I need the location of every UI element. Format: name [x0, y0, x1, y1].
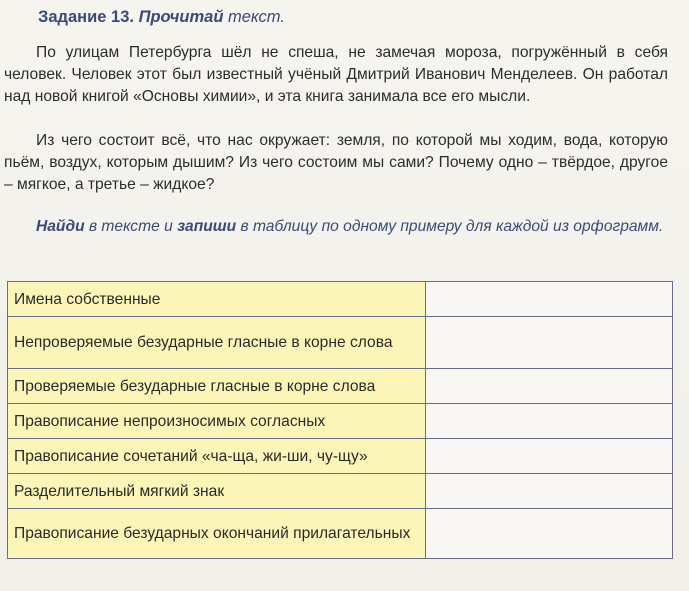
- table-row: [8, 282, 673, 317]
- row-label: Проверяемые безударные гласные в корне слова: [8, 369, 426, 404]
- answer-cell[interactable]: [426, 509, 673, 559]
- answer-cell[interactable]: [426, 474, 673, 509]
- row-label: Правописание безударных окончаний прилагательных: [8, 509, 426, 559]
- row-label: Непроверяемые безударные гласные в корне слова: [8, 317, 426, 369]
- instruction-verb-write: запиши: [177, 218, 237, 235]
- row-label: Правописание непроизносимых согласных: [8, 404, 426, 439]
- task-instruction: [4, 216, 668, 238]
- row-label: Имена собственные: [8, 282, 426, 317]
- task-title-rest: текст.: [228, 8, 285, 26]
- task-number: Задание 13.: [38, 8, 134, 26]
- orthogram-table: [7, 281, 673, 559]
- row-label: Разделительный мягкий знак: [8, 474, 426, 509]
- answer-cell[interactable]: [426, 404, 673, 439]
- text-paragraph-1: По улицам Петербурга шёл не спеша, не замечая мороза, погружённый в себя человек. Человек этот был известный учёный Дмитрий Иванович Менделеев. Он работал над новой книгой «Основы химии», и эта книга занимала все его мысли.: [4, 44, 668, 105]
- table-row: [8, 317, 673, 369]
- answer-cell[interactable]: [426, 282, 673, 317]
- instruction-text-1: в тексте и: [84, 218, 178, 235]
- instruction-text-2: в таблицу по одному примеру для каждой из орфограмм.: [236, 218, 664, 235]
- table-row: [8, 404, 673, 439]
- table-row: [8, 509, 673, 559]
- answer-cell[interactable]: [426, 439, 673, 474]
- table-row: [8, 439, 673, 474]
- answer-cell[interactable]: [426, 317, 673, 369]
- text-paragraph-2: Из чего состоит всё, что нас окружает: земля, по которой мы ходим, вода, которую пьём, воздух, которым дышим? Из чего состоим мы сами? Почему одно – твёрдое, другое – мягкое, а третье – жидкое?: [4, 132, 668, 193]
- task-command: Прочитай: [138, 8, 224, 26]
- table-row: [8, 474, 673, 509]
- task-title: [38, 8, 285, 27]
- instruction-verb-find: Найди: [36, 218, 85, 235]
- row-label: Правописание сочетаний «ча-ща, жи-ши, чу-щу»: [8, 439, 426, 474]
- table-row: [8, 369, 673, 404]
- answer-cell[interactable]: [426, 369, 673, 404]
